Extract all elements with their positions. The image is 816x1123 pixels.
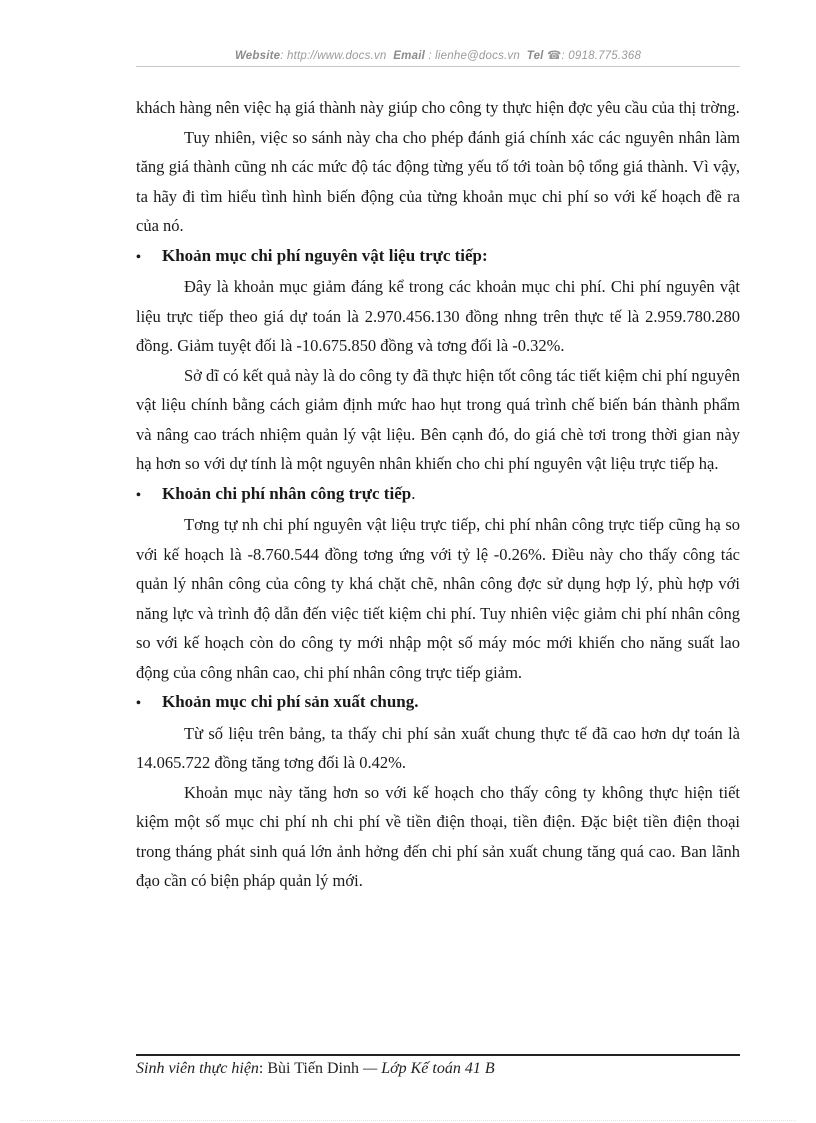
paragraph-6: Từ số liệu trên bảng, ta thấy chi phí sản xuất chung thực tế đã cao hơn dự toán là 14.065.722 đồng tăng tơng đối là 0.42%.	[136, 723, 740, 772]
email-address[interactable]: : lienhe@docs.vn	[424, 50, 520, 62]
heading-text: Khoản mục chi phí sản xuất chung.	[162, 692, 419, 711]
heading-label: Khoản chi phí nhân công trực tiếp	[162, 483, 412, 503]
phone-number: ☎: 0918.775.368	[543, 50, 642, 62]
footer-separator: :	[258, 1060, 268, 1077]
paragraph-3: Đây là khoản mục giảm đáng kể trong các khoản mục chi phí. Chi phí nguyên vật liệu trực tiếp theo giá dự toán là 2.970.456.130 đồng nhng trên thực tế là 2.959.780.280 đồng. Giảm tuyệt đối là -10.675.850 đồng và tơng đối là -0.32%.	[136, 277, 740, 355]
bullet-icon: •	[136, 249, 141, 265]
document-body	[136, 93, 740, 896]
page-header	[136, 48, 740, 62]
section-heading-materials	[136, 241, 740, 273]
header-divider	[136, 66, 740, 67]
heading-text: Khoản mục chi phí nguyên vật liệu trực tiếp:	[162, 245, 488, 265]
website-label: Website	[234, 50, 281, 62]
footer-divider	[136, 1054, 740, 1056]
heading-tail: .	[411, 483, 416, 503]
email-label: Email	[393, 50, 425, 62]
bullet-icon: •	[136, 487, 141, 503]
heading-text	[162, 479, 415, 509]
tel-label: Tel	[526, 50, 544, 62]
paragraph-4: Sở dĩ có kết quả này là do công ty đã thực hiện tốt công tác tiết kiệm chi phí nguyên vật liệu chính bằng cách giảm định mức hao hụt trong quá trình chế biến bán thành phẩm và nâng cao trách nhiệm quản lý vật liệu. Bên cạnh đó, do giá chè tơi trong thời gian này hạ hơn so với dự tính là một nguyên nhân khiến cho chi phí nguyên vật liệu trực tiếp hạ.	[136, 365, 740, 473]
website-url[interactable]: : http://www.docs.vn	[280, 50, 387, 62]
page-footer	[136, 1060, 740, 1078]
footer-label: Sinh viên thực hiện	[136, 1060, 259, 1077]
page-bottom-edge	[20, 1120, 796, 1121]
student-name: Bùi Tiến Dinh	[267, 1060, 359, 1077]
paragraph-1: khách hàng nên việc hạ giá thành này giúp cho công ty thực hiện đợc yêu cầu của thị trờng.	[136, 98, 740, 117]
class-info: — Lớp Kế toán 41 B	[358, 1060, 495, 1077]
bullet-icon: •	[136, 696, 141, 711]
section-heading-labor	[136, 479, 740, 511]
paragraph-2: Tuy nhiên, việc so sánh này cha cho phép đánh giá chính xác các nguyên nhân làm tăng giá thành cũng nh các mức độ tác động từng yếu tố tới toàn bộ tổng giá thành. Vì vậy, ta hãy đi tìm hiểu tình hình biến động của từng khoản mục chi phí so với kế hoạch đề ra của nó.	[136, 127, 740, 235]
paragraph-7: Khoản mục này tăng hơn so với kế hoạch cho thấy công ty không thực hiện tiết kiệm một số mục chi phí nh chi phí về tiền điện thoại, tiền điện. Đặc biệt tiền điện thoại trong tháng phát sinh quá lớn ảnh hởng đến chi phí sản xuất chung tăng quá cao. Ban lãnh đạo cần có biện pháp quản lý mới.	[136, 782, 740, 890]
paragraph-5: Tơng tự nh chi phí nguyên vật liệu trực tiếp, chi phí nhân công trực tiếp cũng hạ so với kế hoạch là -8.760.544 đồng tơng ứng với tỷ lệ -0.26%. Điều này cho thấy công tác quản lý nhân công của công ty khá chặt chẽ, nhân công đợc sử dụng hợp lý, phù hợp với năng lực và trình độ dẫn đến việc tiết kiệm chi phí. Tuy nhiên việc giảm chi phí nhân công so với kế hoạch còn do công ty mới nhập một số máy móc mới khiến cho năng suất lao động của công nhân cao, chi phí nhân công trực tiếp giảm.	[136, 515, 740, 682]
section-heading-overhead	[136, 687, 740, 719]
